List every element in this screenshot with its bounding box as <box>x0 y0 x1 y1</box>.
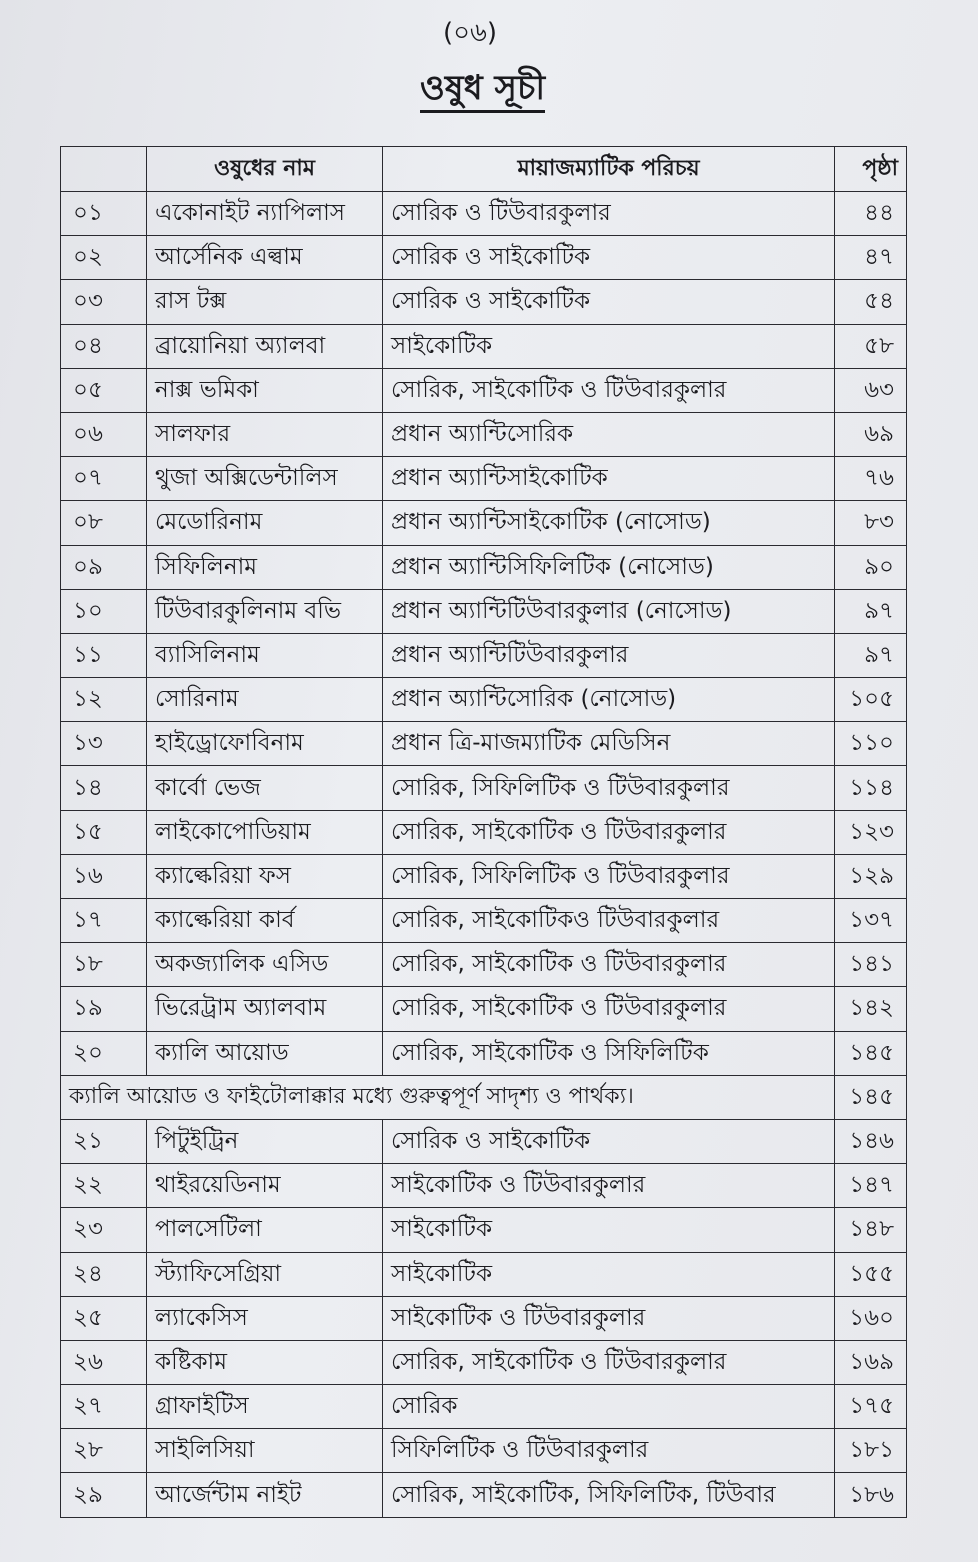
row-miasmatic-identity: সোরিক ও সাইকোটিক <box>383 1119 835 1163</box>
table-row <box>61 1340 907 1384</box>
row-medicine-name: থুজা অক্সিডেন্টালিস <box>147 457 383 501</box>
header-page: পৃষ্ঠা <box>835 147 907 192</box>
row-serial: ১৩ <box>61 722 147 766</box>
row-medicine-name: রাস টক্স <box>147 280 383 324</box>
row-miasmatic-identity: সোরিক ও সাইকোটিক <box>383 280 835 324</box>
row-medicine-name: সিফিলিনাম <box>147 545 383 589</box>
row-serial: ১৯ <box>61 987 147 1031</box>
table-row <box>61 678 907 722</box>
row-serial: ১১ <box>61 633 147 677</box>
row-miasmatic-identity: সোরিক, সাইকোটিক ও টিউবারকুলার <box>383 943 835 987</box>
table-row <box>61 457 907 501</box>
row-serial: ০৬ <box>61 412 147 456</box>
row-miasmatic-identity: সোরিক, সাইকোটিকও টিউবারকুলার <box>383 899 835 943</box>
row-miasmatic-identity: সোরিক, সাইকোটিক ও টিউবারকুলার <box>383 810 835 854</box>
table-row <box>61 1296 907 1340</box>
row-medicine-name: ব্যাসিলিনাম <box>147 633 383 677</box>
row-medicine-name: কষ্টিকাম <box>147 1340 383 1384</box>
row-page: ৯০ <box>835 545 907 589</box>
table-row <box>61 1031 907 1075</box>
row-miasmatic-identity: সোরিক, সাইকোটিক, সিফিলিটিক, টিউবার <box>383 1473 835 1517</box>
row-page: ১৫৫ <box>835 1252 907 1296</box>
row-page: ১৬৯ <box>835 1340 907 1384</box>
row-medicine-name: ভিরেট্রাম অ্যালবাম <box>147 987 383 1031</box>
row-page: ৬৩ <box>835 368 907 412</box>
row-serial: ২০ <box>61 1031 147 1075</box>
note-row-page: ১৪৫ <box>835 1075 907 1119</box>
row-page: ৯৭ <box>835 633 907 677</box>
table-row <box>61 368 907 412</box>
row-page: ৫৪ <box>835 280 907 324</box>
row-miasmatic-identity: প্রধান অ্যান্টিসোরিক <box>383 412 835 456</box>
table-row <box>61 1252 907 1296</box>
row-miasmatic-identity: প্রধান অ্যান্টিসাইকোটিক (নোসোড) <box>383 501 835 545</box>
table-row <box>61 1429 907 1473</box>
table-row <box>61 987 907 1031</box>
row-serial: ০৮ <box>61 501 147 545</box>
row-serial: ২৮ <box>61 1429 147 1473</box>
row-serial: ১৮ <box>61 943 147 987</box>
row-page: ১৪৮ <box>835 1208 907 1252</box>
row-serial: ১০ <box>61 589 147 633</box>
table-row <box>61 766 907 810</box>
note-row <box>61 1075 907 1119</box>
row-serial: ২৭ <box>61 1385 147 1429</box>
header-miasmatic-identity: মায়াজম্যাটিক পরিচয় <box>383 147 835 192</box>
row-page: ৯৭ <box>835 589 907 633</box>
row-page: ৭৬ <box>835 457 907 501</box>
row-serial: ২৫ <box>61 1296 147 1340</box>
row-serial: ০৫ <box>61 368 147 412</box>
row-miasmatic-identity: সোরিক, সিফিলিটিক ও টিউবারকুলার <box>383 766 835 810</box>
row-medicine-name: টিউবারকুলিনাম বভি <box>147 589 383 633</box>
row-serial: ১৪ <box>61 766 147 810</box>
row-miasmatic-identity: সোরিক, সাইকোটিক ও টিউবারকুলার <box>383 1340 835 1384</box>
table-row <box>61 943 907 987</box>
row-page: ৪৪ <box>835 192 907 236</box>
row-miasmatic-identity: প্রধান ত্রি-মাজম্যাটিক মেডিসিন <box>383 722 835 766</box>
row-serial: ০২ <box>61 236 147 280</box>
row-medicine-name: একোনাইট ন্যাপিলাস <box>147 192 383 236</box>
row-medicine-name: অকজ্যালিক এসিড <box>147 943 383 987</box>
row-medicine-name: ক্যাল্কেরিয়া ফস <box>147 854 383 898</box>
row-miasmatic-identity: প্রধান অ্যান্টিটিউবারকুলার (নোসোড) <box>383 589 835 633</box>
row-page: ১১০ <box>835 722 907 766</box>
row-miasmatic-identity: প্রধান অ্যান্টিটিউবারকুলার <box>383 633 835 677</box>
row-serial: ২৯ <box>61 1473 147 1517</box>
table-row <box>61 1119 907 1163</box>
table-row <box>61 899 907 943</box>
row-medicine-name: ক্যাল্কেরিয়া কার্ব <box>147 899 383 943</box>
table-row <box>61 722 907 766</box>
row-miasmatic-identity: সোরিক ও সাইকোটিক <box>383 236 835 280</box>
medicine-index-table <box>60 146 907 1518</box>
row-serial: ২৬ <box>61 1340 147 1384</box>
row-medicine-name: সাইলিসিয়া <box>147 1429 383 1473</box>
row-miasmatic-identity: প্রধান অ্যান্টিসাইকোটিক <box>383 457 835 501</box>
row-serial: ০৪ <box>61 324 147 368</box>
row-page: ১৪৭ <box>835 1164 907 1208</box>
row-medicine-name: থাইরয়েডিনাম <box>147 1164 383 1208</box>
row-medicine-name: পালসেটিলা <box>147 1208 383 1252</box>
row-medicine-name: আর্জেন্টাম নাইট <box>147 1473 383 1517</box>
row-serial: ১২ <box>61 678 147 722</box>
row-medicine-name: ল্যাকেসিস <box>147 1296 383 1340</box>
row-serial: ১৬ <box>61 854 147 898</box>
row-page: ১২৯ <box>835 854 907 898</box>
row-page: ১৮১ <box>835 1429 907 1473</box>
row-serial: ২২ <box>61 1164 147 1208</box>
row-page: ৫৮ <box>835 324 907 368</box>
row-page: ১১৪ <box>835 766 907 810</box>
page-title-text: ওষুধ সূচী <box>420 68 545 113</box>
row-medicine-name: নাক্স ভমিকা <box>147 368 383 412</box>
table-row <box>61 412 907 456</box>
table-row <box>61 192 907 236</box>
row-miasmatic-identity: প্রধান অ্যান্টিসিফিলিটিক (নোসোড) <box>383 545 835 589</box>
note-row-text: ক্যালি আয়োড ও ফাইটোলাক্কার মধ্যে গুরুত্বপূর্ণ সাদৃশ্য ও পার্থক্য। <box>61 1075 835 1119</box>
table-row <box>61 1473 907 1517</box>
row-page: ১৩৭ <box>835 899 907 943</box>
row-serial: ০৯ <box>61 545 147 589</box>
table-row <box>61 633 907 677</box>
row-medicine-name: লাইকোপোডিয়াম <box>147 810 383 854</box>
row-miasmatic-identity: সোরিক <box>383 1385 835 1429</box>
table-body <box>61 192 907 1518</box>
table-row <box>61 545 907 589</box>
row-medicine-name: আর্সেনিক এল্বাম <box>147 236 383 280</box>
row-serial: ২১ <box>61 1119 147 1163</box>
row-page: ৮৩ <box>835 501 907 545</box>
table-row <box>61 280 907 324</box>
row-serial: ০৩ <box>61 280 147 324</box>
page-number: (০৬) <box>442 18 498 48</box>
row-miasmatic-identity: সোরিক, সাইকোটিক ও সিফিলিটিক <box>383 1031 835 1075</box>
row-miasmatic-identity: সোরিক, সিফিলিটিক ও টিউবারকুলার <box>383 854 835 898</box>
row-page: ১৪৬ <box>835 1119 907 1163</box>
row-miasmatic-identity: সাইকোটিক <box>383 1252 835 1296</box>
row-page: ১০৫ <box>835 678 907 722</box>
row-page: ১৪১ <box>835 943 907 987</box>
row-miasmatic-identity: সোরিক, সাইকোটিক ও টিউবারকুলার <box>383 368 835 412</box>
table-row <box>61 854 907 898</box>
row-medicine-name: স্ট্যাফিসেগ্রিয়া <box>147 1252 383 1296</box>
table-row <box>61 324 907 368</box>
table-row <box>61 1208 907 1252</box>
row-medicine-name: পিটুইট্রিন <box>147 1119 383 1163</box>
table-row <box>61 1385 907 1429</box>
page-title <box>0 62 965 119</box>
row-miasmatic-identity: সাইকোটিক ও টিউবারকুলার <box>383 1164 835 1208</box>
row-page: ১২৩ <box>835 810 907 854</box>
table-row <box>61 501 907 545</box>
row-page: ১৭৫ <box>835 1385 907 1429</box>
table-row <box>61 589 907 633</box>
row-miasmatic-identity: সাইকোটিক ও টিউবারকুলার <box>383 1296 835 1340</box>
table-row <box>61 236 907 280</box>
row-medicine-name: হাইড্রোফোবিনাম <box>147 722 383 766</box>
header-serial <box>61 147 147 192</box>
row-serial: ০১ <box>61 192 147 236</box>
row-page: ১৮৬ <box>835 1473 907 1517</box>
row-miasmatic-identity: সাইকোটিক <box>383 1208 835 1252</box>
table-row <box>61 1164 907 1208</box>
row-serial: ২৪ <box>61 1252 147 1296</box>
row-medicine-name: গ্রাফাইটিস <box>147 1385 383 1429</box>
table-row <box>61 810 907 854</box>
row-medicine-name: সালফার <box>147 412 383 456</box>
row-serial: ১৫ <box>61 810 147 854</box>
row-miasmatic-identity: সোরিক ও টিউবারকুলার <box>383 192 835 236</box>
row-miasmatic-identity: প্রধান অ্যান্টিসোরিক (নোসোড) <box>383 678 835 722</box>
header-medicine-name: ওষুধের নাম <box>147 147 383 192</box>
row-medicine-name: কার্বো ভেজ <box>147 766 383 810</box>
row-medicine-name: মেডোরিনাম <box>147 501 383 545</box>
row-serial: ০৭ <box>61 457 147 501</box>
row-medicine-name: সোরিনাম <box>147 678 383 722</box>
row-miasmatic-identity: সোরিক, সাইকোটিক ও টিউবারকুলার <box>383 987 835 1031</box>
row-page: ১৪৫ <box>835 1031 907 1075</box>
row-page: ১৬০ <box>835 1296 907 1340</box>
row-page: ১৪২ <box>835 987 907 1031</box>
row-serial: ১৭ <box>61 899 147 943</box>
row-medicine-name: ব্রায়োনিয়া অ্যালবা <box>147 324 383 368</box>
row-page: ৪৭ <box>835 236 907 280</box>
row-miasmatic-identity: সিফিলিটিক ও টিউবারকুলার <box>383 1429 835 1473</box>
row-miasmatic-identity: সাইকোটিক <box>383 324 835 368</box>
table-header-row <box>61 147 907 192</box>
row-page: ৬৯ <box>835 412 907 456</box>
row-serial: ২৩ <box>61 1208 147 1252</box>
row-medicine-name: ক্যালি আয়োড <box>147 1031 383 1075</box>
